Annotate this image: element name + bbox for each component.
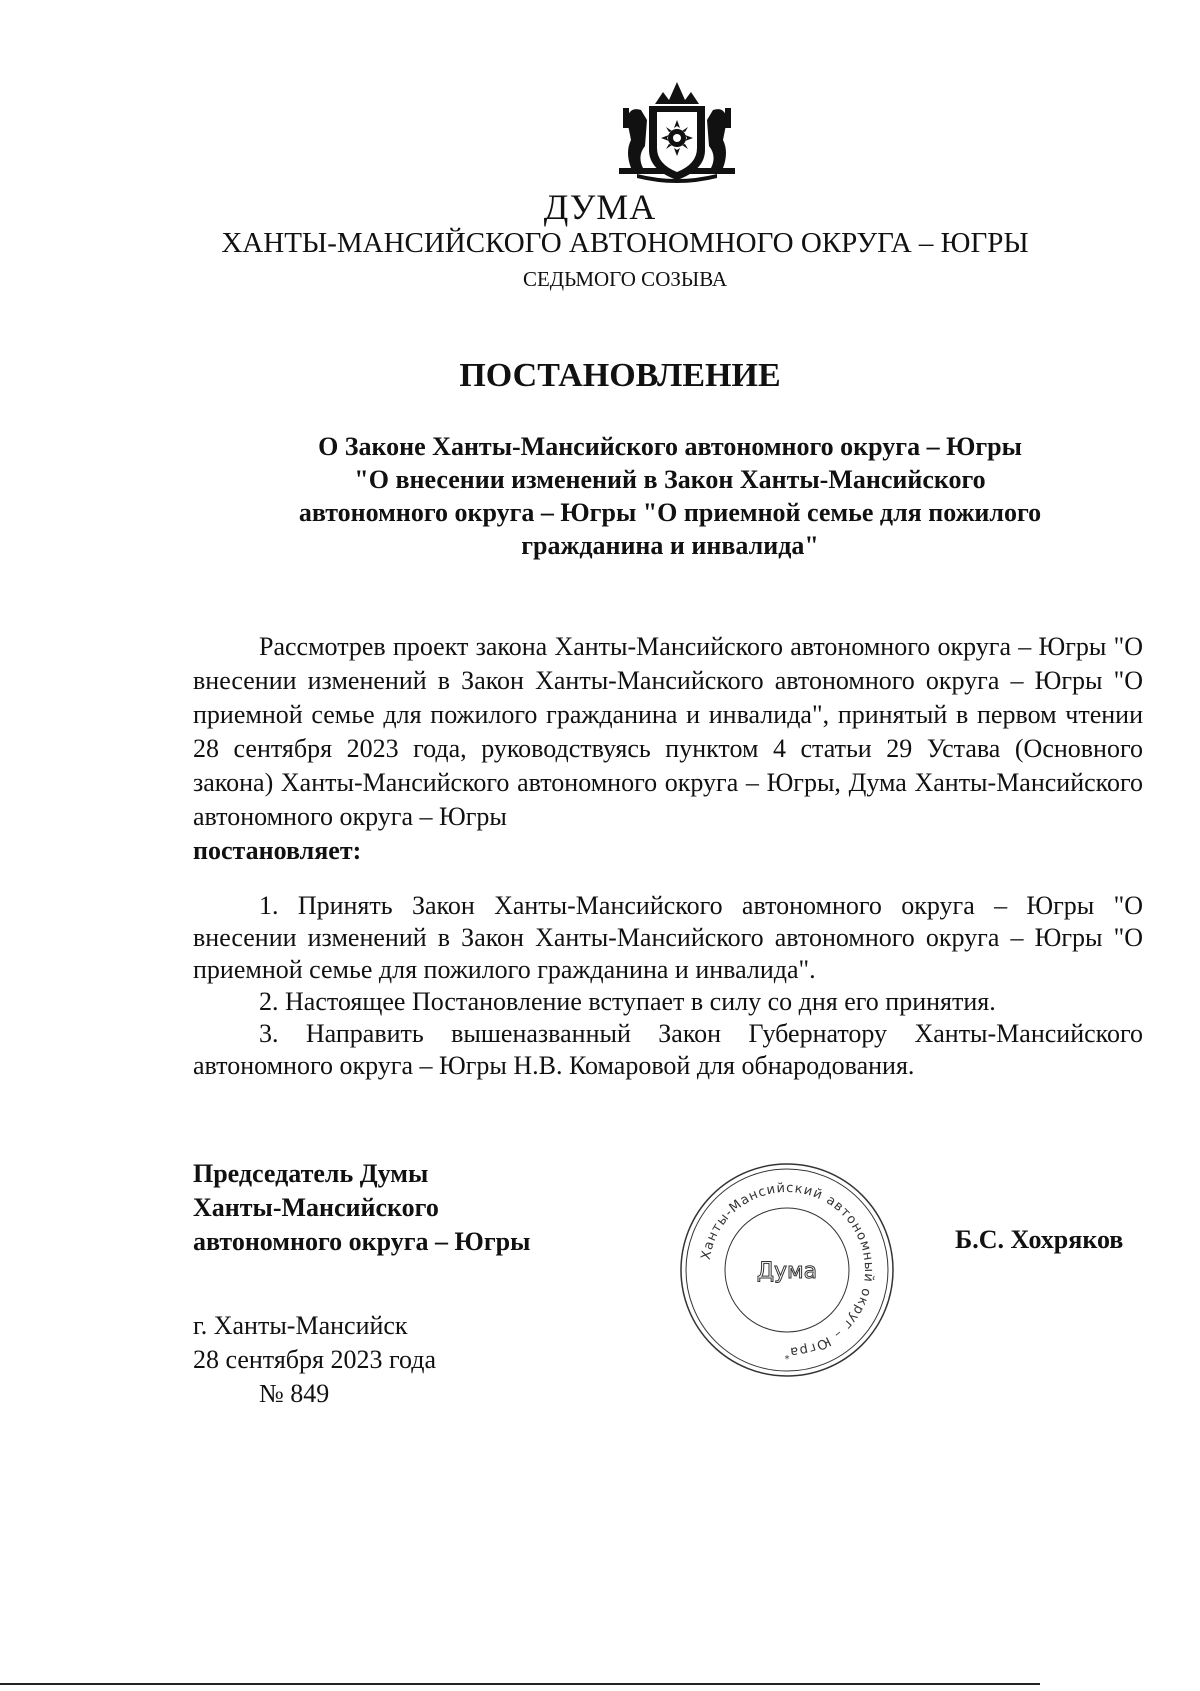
signatory-title xyxy=(193,1157,530,1259)
preamble xyxy=(193,630,1143,868)
resolves-text: постановляет: xyxy=(193,836,362,865)
resolution-item: 1. Принять Закон Ханты-Мансийского автономного округа – Югры "О внесении изменений в Закон Ханты-Мансийского автономного округа – Югры "О приемной семье для пожилого гражданина и инвалида". xyxy=(193,891,1143,984)
subject-line: О Законе Ханты-Мансийского автономного округа – Югры xyxy=(318,432,1022,461)
seal-ring-text: Ханты-Мансийский автономный округ – Югра xyxy=(698,1180,877,1360)
resolution-item: 2. Настоящее Постановление вступает в силу со дня его принятия. xyxy=(259,987,996,1016)
signatory-name: Б.С. Хохряков xyxy=(955,1225,1124,1254)
signatory-title-line: автономного округа – Югры xyxy=(193,1227,531,1256)
date: 28 сентября 2023 года xyxy=(193,1345,437,1374)
subject-line: "О внесении изменений в Закон Ханты-Мансийского xyxy=(354,465,986,494)
preamble-text: Рассмотрев проект закона Ханты-Мансийского автономного округа – Югры "О внесении изменений в Закон Ханты-Мансийского автономного округа – Югры "О приемной семье для пожилого гражданина и инвалида", принятый в первом чтении 28 сентября 2023 года, руководствуясь пунктом 4 статьи 29 Устава (Основного закона) Ханты-Мансийского автономного округа – Югры, Дума Ханты-Мансийского автономного округа – Югры xyxy=(193,632,1143,831)
document-number: № 849 xyxy=(259,1379,330,1408)
official-seal-icon xyxy=(677,1160,897,1380)
org-name: ДУМА xyxy=(543,187,657,227)
subject-line: автономного округа – Югры "О приемной семье для пожилого xyxy=(298,498,1042,527)
signatory-title-line: Ханты-Мансийского xyxy=(193,1193,439,1222)
page-bottom-rule xyxy=(0,1683,1040,1685)
seal-center-text: Дума xyxy=(756,1259,818,1284)
document-place-date xyxy=(193,1309,436,1411)
city: г. Ханты-Мансийск xyxy=(193,1311,408,1340)
org-convocation: СЕДЬМОГО СОЗЫВА xyxy=(522,267,728,291)
subject-line: гражданина и инвалида" xyxy=(521,531,819,560)
svg-text:*: * xyxy=(784,1354,790,1365)
signatory-title-line: Председатель Думы xyxy=(193,1159,429,1188)
resolution-items xyxy=(193,890,1143,1082)
org-region: ХАНТЫ-МАНСИЙСКОГО АВТОНОМНОГО ОКРУГА – ЮГРЫ xyxy=(221,227,1029,259)
document-subject xyxy=(230,430,1110,562)
resolution-item: 3. Направить вышеназванный Закон Губернатору Ханты-Мансийского автономного округа – Югры Н.В. Комаровой для обнародования. xyxy=(193,1019,1143,1080)
coat-of-arms-icon xyxy=(617,76,737,186)
document-type: ПОСТАНОВЛЕНИЕ xyxy=(459,357,781,394)
